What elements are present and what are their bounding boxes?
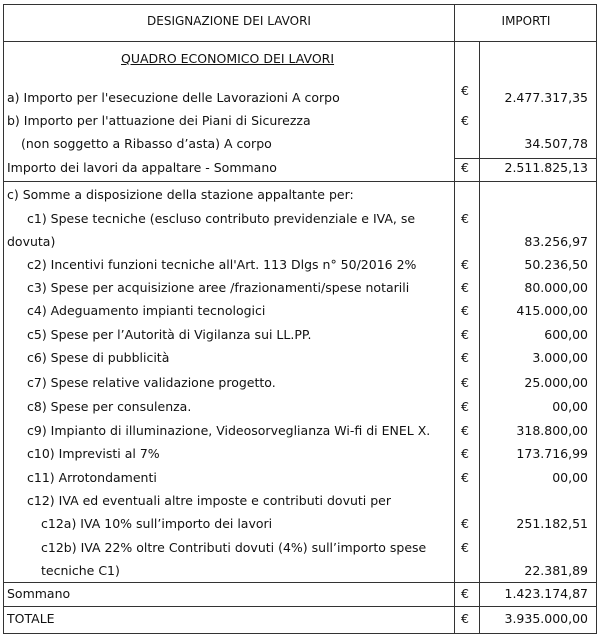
total-amount: 3.935.000,00 — [504, 611, 588, 626]
row-c8-amount: 00,00 — [552, 399, 588, 414]
euro-sign: € — [461, 211, 469, 226]
row-c1-label: c1) Spese tecniche (escluso contributo previdenziale e IVA, se — [27, 211, 416, 226]
euro-sign: € — [461, 446, 469, 461]
row-c10-amount: 173.716,99 — [516, 446, 588, 461]
euro-sign: € — [461, 611, 469, 626]
euro-sign: € — [461, 280, 469, 295]
row-c1-amount: 83.256,97 — [524, 234, 588, 249]
row-c3-label: c3) Spese per acquisizione aree /frazionamenti/spese notarili — [27, 280, 410, 295]
row-c12-label: c12) IVA ed eventuali altre imposte e contributi dovuti per — [27, 493, 392, 508]
row-c7-label: c7) Spese relative validazione progetto. — [27, 375, 276, 390]
row-c11-amount: 00,00 — [552, 470, 588, 485]
row-c5-amount: 600,00 — [544, 327, 588, 342]
row-c12a-amount: 251.182,51 — [516, 516, 588, 531]
total-divider — [4, 606, 596, 607]
row-b-label: b) Importo per l'attuazione dei Piani di Sicurezza — [7, 113, 311, 128]
row-c9-label: c9) Impianto di illuminazione, Videosorveglianza Wi-fi di ENEL X. — [27, 423, 431, 438]
header-divider — [4, 41, 596, 42]
row-c12b-label-2: tecniche C1) — [41, 563, 120, 578]
euro-sign: € — [461, 327, 469, 342]
header-importi: IMPORTI — [501, 14, 551, 28]
euro-sign: € — [461, 160, 469, 175]
section-title: QUADRO ECONOMICO DEI LAVORI — [121, 51, 335, 66]
euro-sign: € — [461, 83, 469, 98]
row-c2-amount: 50.236,50 — [524, 257, 588, 272]
row-c12b-amount: 22.381,89 — [524, 563, 588, 578]
row-c7-amount: 25.000,00 — [524, 375, 588, 390]
row-b-label-2: (non soggetto a Ribasso d’asta) A corpo — [21, 136, 272, 151]
economic-table — [3, 4, 597, 634]
row-c11-label: c11) Arrotondamenti — [27, 470, 157, 485]
row-c12a-label: c12a) IVA 10% sull’importo dei lavori — [41, 516, 273, 531]
row-c10-label: c10) Imprevisti al 7% — [27, 446, 160, 461]
row-b-amount: 34.507,78 — [524, 136, 588, 151]
total-label: TOTALE — [7, 611, 55, 626]
euro-sign: € — [461, 303, 469, 318]
euro-sign: € — [461, 113, 469, 128]
row-a-amount: 2.477.317,35 — [504, 90, 588, 105]
header-designazione: DESIGNAZIONE DEI LAVORI — [147, 14, 311, 28]
column-divider — [454, 5, 455, 633]
row-c6-amount: 3.000,00 — [532, 350, 588, 365]
row-c-label: c) Somme a disposizione della stazione appaltante per: — [7, 187, 354, 202]
euro-sign: € — [461, 540, 469, 555]
euro-sign: € — [461, 470, 469, 485]
row-c2-label: c2) Incentivi funzioni tecniche all'Art. 113 Dlgs n° 50/2016 2% — [27, 257, 417, 272]
row-c9-amount: 318.800,00 — [516, 423, 588, 438]
sum1-top-line — [454, 158, 596, 159]
euro-sign: € — [461, 399, 469, 414]
euro-sign: € — [461, 516, 469, 531]
row-c1-label-2: dovuta) — [7, 234, 56, 249]
sum1-label: Importo dei lavori da appaltare - Sommano — [7, 160, 277, 175]
row-c12b-label: c12b) IVA 22% oltre Contributi dovuti (4%) sull’importo spese — [41, 540, 427, 555]
euro-sign: € — [461, 586, 469, 601]
sum2-label: Sommano — [7, 586, 71, 601]
euro-sign: € — [461, 350, 469, 365]
row-c5-label: c5) Spese per l’Autorità di Vigilanza sui LL.PP. — [27, 327, 312, 342]
row-c6-label: c6) Spese di pubblicità — [27, 350, 170, 365]
row-c4-amount: 415.000,00 — [516, 303, 588, 318]
row-c3-amount: 80.000,00 — [524, 280, 588, 295]
sum1-amount: 2.511.825,13 — [504, 160, 588, 175]
row-c4-label: c4) Adeguamento impianti tecnologici — [27, 303, 266, 318]
euro-sign: € — [461, 375, 469, 390]
euro-sign: € — [461, 257, 469, 272]
sommano-divider — [4, 582, 596, 583]
section-divider — [4, 181, 596, 182]
sum2-amount: 1.423.174,87 — [504, 586, 588, 601]
euro-sign: € — [461, 423, 469, 438]
row-a-label: a) Importo per l'esecuzione delle Lavorazioni A corpo — [7, 90, 340, 105]
row-c8-label: c8) Spese per consulenza. — [27, 399, 192, 414]
